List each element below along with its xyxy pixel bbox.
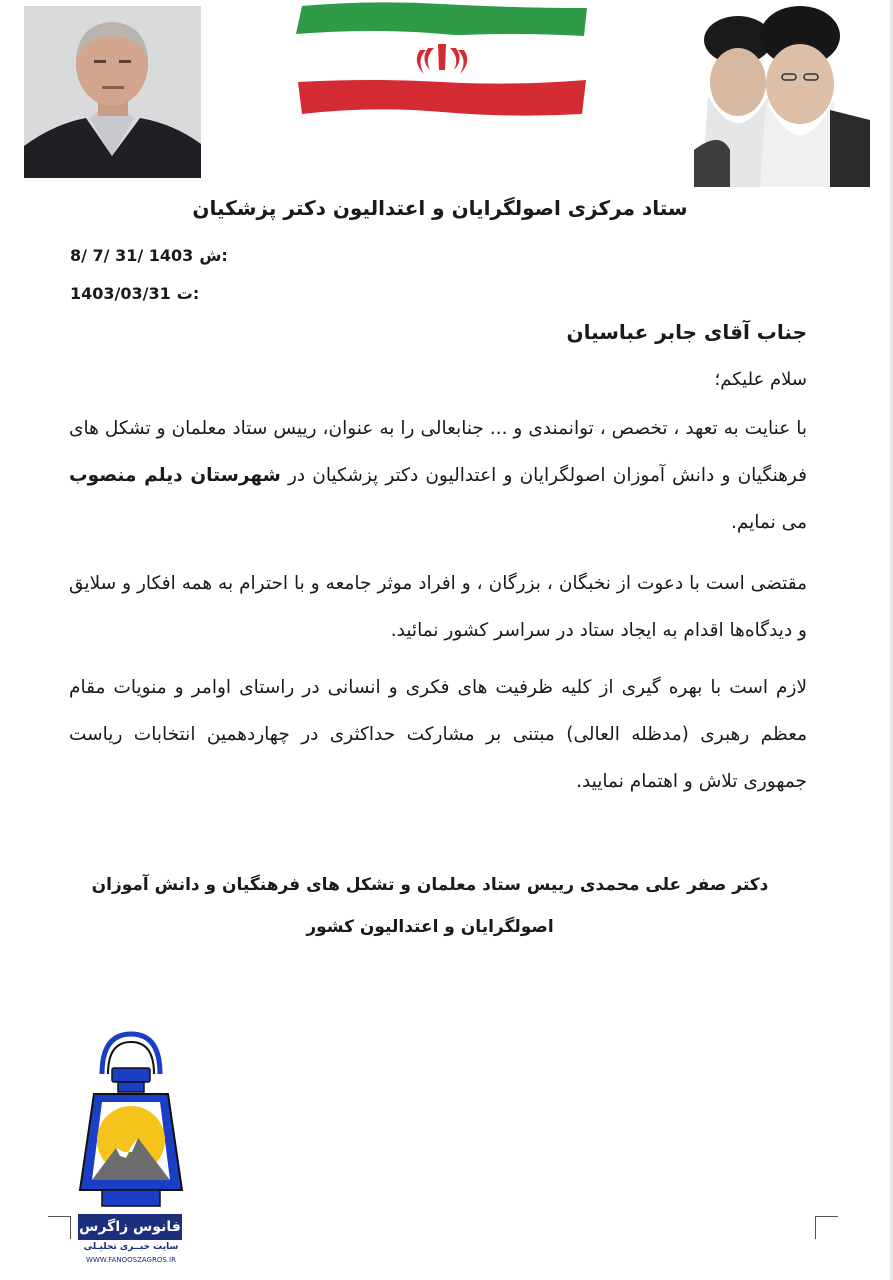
letter-date-value: 1403/03/31 bbox=[70, 284, 171, 303]
paragraph-1-text: با عنایت به تعهد ، تخصص ، توانمندی و ... جنابعالی را به عنوان، رییس ستاد معلمان و تشکل های فرهنگیان و دانش آموزان اصولگرایان و اعتدالیون دکتر پزشکیان در bbox=[69, 418, 807, 486]
portrait-photo bbox=[24, 6, 201, 178]
crop-mark-left bbox=[48, 1216, 71, 1239]
appointment-location: شهرستان دیلم منصوب bbox=[69, 465, 281, 486]
logo-subtitle: سایت خبــری تحلیـلی bbox=[83, 1242, 179, 1252]
body-paragraph-1 bbox=[69, 405, 807, 546]
logo-url: WWW.FANOOSZAGROS.IR bbox=[86, 1256, 176, 1264]
paragraph-1-end: می نمایم. bbox=[730, 512, 807, 533]
letter-date bbox=[70, 284, 199, 303]
letter-number-value: 8/ 7/ 31/ 1403 bbox=[70, 246, 194, 265]
body-paragraph-3: لازم است با بهره گیری از کلیه ظرفیت های فکری و انسانی در راستای اوامر و منویات مقام معظم رهبری (مدظله العالی) مبتنی بر مشارکت حداکثری در چهاردهمین انتخابات ریاست جمهوری تلاش و اهتمام نمایید. bbox=[69, 677, 807, 792]
addressee: جناب آقای جابر عباسیان bbox=[566, 320, 807, 344]
letter-number-label: ش: bbox=[199, 246, 228, 265]
signature-block bbox=[80, 864, 780, 948]
document-title: ستاد مرکزی اصولگرایان و اعتدالیون دکتر پزشکیان bbox=[192, 196, 688, 220]
logo-name: فانوس زاگرس bbox=[78, 1214, 182, 1240]
signature-line-1: دکتر صفر علی محمدی رییس ستاد معلمان و تشکل های فرهنگیان و دانش آموزان bbox=[91, 875, 769, 895]
signature-line-2: اصولگرایان و اعتدالیون کشور bbox=[306, 917, 554, 937]
greeting: سلام علیکم؛ bbox=[714, 369, 807, 390]
letter-date-label: ت: bbox=[176, 284, 200, 303]
crop-mark-right bbox=[815, 1216, 838, 1239]
body-paragraph-2: مقتضی است با دعوت از نخبگان ، بزرگان ، و افراد موثر جامعه و با احترام به همه افکار و سلایق و دیدگاه‌ها اقدام به ایجاد ستاد در سراسر کشور نمائید. bbox=[69, 573, 807, 641]
iran-flag bbox=[292, 0, 592, 120]
leaders-portrait-photo bbox=[690, 0, 870, 187]
letter-number bbox=[70, 246, 228, 265]
